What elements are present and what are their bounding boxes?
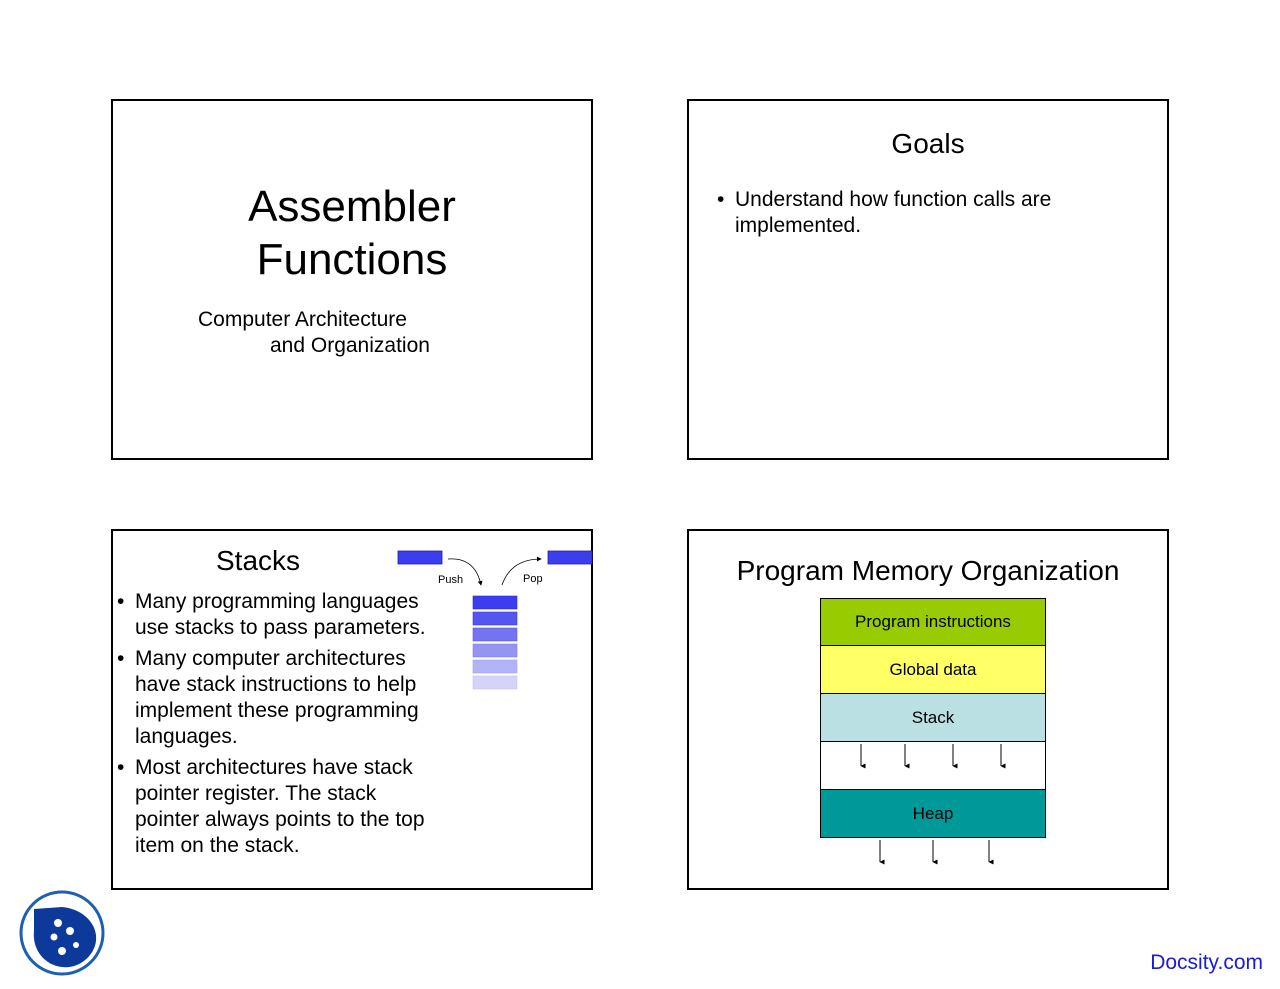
stack-level-5 [473,660,517,673]
subtitle-line-1: Computer Architecture [198,308,407,331]
memory-diagram [820,598,1046,838]
title-line-2: Functions [256,235,448,284]
stacks-heading: Stacks [216,545,301,576]
goals-list [713,187,1073,239]
slide-stacks [111,529,593,890]
docsity-link[interactable]: Docsity.com [1150,951,1263,974]
pop-label: Pop [523,573,543,585]
stack-level-4 [473,644,517,657]
docsity-logo-icon [18,889,106,977]
stacks-bullet-3: • Most architectures have stack pointer register. The stack pointer always points to the top item on the stack. [113,755,443,859]
goals-heading: Goals [891,128,965,159]
stack-diagram [393,545,593,695]
slide-title [111,99,593,460]
push-label: Push [438,574,464,586]
segment-program-instructions: Program instructions [820,598,1046,646]
subtitle-line-2: and Organization [270,334,430,357]
stack-growth-arrows [821,742,1044,788]
memory-heading: Program Memory Organization [736,555,1120,586]
push-block [398,551,442,564]
heap-growth-arrows [820,838,1046,868]
stacks-bullet-1: • Many programming languages use stacks to pass parameters. [113,589,443,641]
stack-level-1 [473,596,517,609]
segment-stack: Stack [820,694,1046,742]
slide-goals [687,99,1169,460]
segment-free [820,742,1046,790]
pop-block [548,551,592,564]
segment-global-data: Global data [820,646,1046,694]
segment-heap: Heap [820,790,1046,838]
goals-bullet: • Understand how function calls are implemented. [713,187,1073,239]
stacks-bullet-2: • Many computer architectures have stack instructions to help implement these programming languages. [113,646,443,750]
slide-memory [687,529,1169,890]
title-line-1: Assembler [248,182,456,231]
stack-level-6 [473,676,517,689]
stack-level-2 [473,612,517,625]
stack-level-3 [473,628,517,641]
